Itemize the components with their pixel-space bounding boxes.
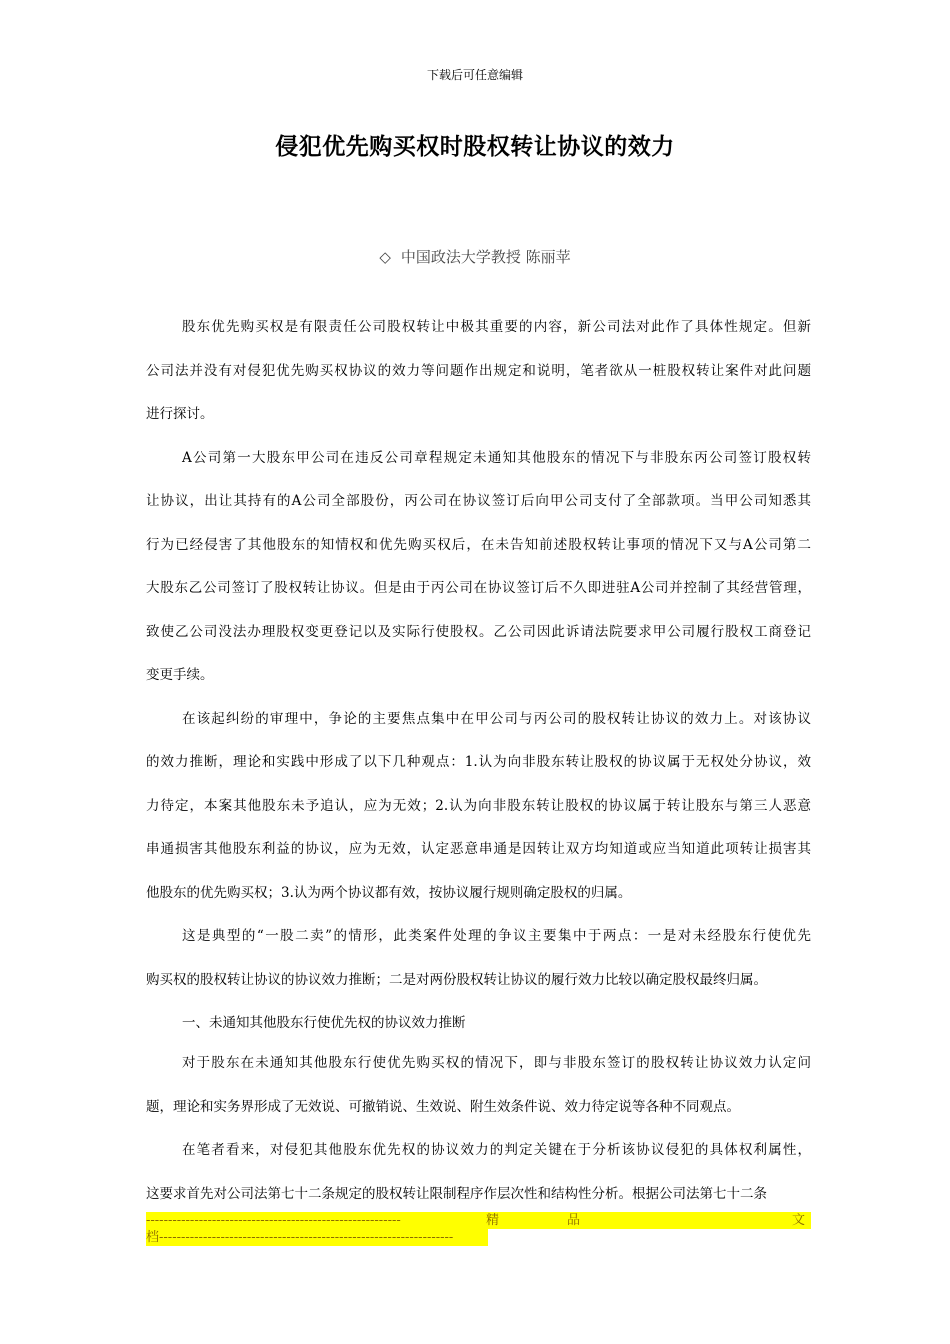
- text-line: A公司第一大股东甲公司在违反公司章程规定未通知其他股东的情况下与非股东丙公司签订股权转: [182, 449, 811, 466]
- footer-dashes: -------------------------------------------------------------------: [159, 1230, 454, 1245]
- footer-char: 文: [792, 1213, 806, 1228]
- paragraph: [146, 443, 811, 704]
- text-line: 致使乙公司没法办理股权变更登记以及实际行使股权。乙公司因此诉请法院要求甲公司履行股权工商登记: [146, 623, 811, 640]
- text-line: 在该起纠纷的审理中，争论的主要焦点集中在甲公司与丙公司的股权转让协议的效力上。对该协议: [182, 710, 811, 727]
- text-line: 在笔者看来，对侵犯其他股东优先权的协议效力的判定关键在于分析该协议侵犯的具体权利属性，: [182, 1142, 811, 1158]
- text-line: 的效力推断，理论和实践中形成了以下几种观点：1.认为向非股东转让股权的协议属于无权处分协议，效: [146, 754, 811, 770]
- page-header: 下载后可任意编辑: [426, 68, 523, 82]
- text-line: 这是典型的“一股二卖”的情形，此类案件处理的争议主要集中于两点：一是对未经股东行使优先: [182, 928, 811, 944]
- text-line: 串通损害其他股东利益的协议，应为无效，认定恶意串通是因转让双方均知道或应当知道此项转让损害其: [146, 841, 811, 857]
- text-line: 一、未通知其他股东行使优先权的协议效力推断: [182, 1015, 466, 1031]
- text-line: 力待定，本案其他股东未予追认，应为无效；2.认为向非股东转让股权的协议属于转让股东与第三人恶意: [146, 797, 811, 814]
- text-line: 大股东乙公司签订了股权转让协议。但是由于丙公司在协议签订后不久即进驻A公司并控制了其经营管理，: [146, 580, 811, 596]
- author-name: 中国政法大学教授 陈丽苹: [400, 248, 571, 266]
- text-line: 公司法并没有对侵犯优先购买权协议的效力等问题作出规定和说明，笔者欲从一桩股权转让案件对此问题: [146, 362, 811, 379]
- paragraph: [146, 921, 811, 1008]
- footer-banner-line2: [146, 1229, 488, 1246]
- text-line: 行为已经侵害了其他股东的知情权和优先购买权后，在未告知前述股权转让事项的情况下又与A公司第二: [146, 536, 811, 553]
- document-body: [146, 312, 811, 1222]
- paragraph: [146, 1048, 811, 1135]
- text-line: 这要求首先对公司法第七十二条规定的股权转让限制程序作层次性和结构性分析。根据公司法第七十二条: [146, 1185, 767, 1202]
- text-line: 对于股东在未通知其他股东行使优先购买权的情况下，即与非股东签订的股权转让协议效力认定问: [182, 1055, 811, 1071]
- paragraph: [146, 1135, 811, 1222]
- footer-banner: [146, 1212, 811, 1229]
- paragraph: [146, 312, 811, 443]
- text-line: 让协议，出让其持有的A公司全部股份，丙公司在协议签订后向甲公司支付了全部款项。当甲公司知悉其: [146, 493, 811, 509]
- footer-char: 精: [486, 1213, 500, 1228]
- text-line: 变更手续。: [146, 667, 214, 683]
- text-line: 股东优先购买权是有限责任公司股权转让中极其重要的内容，新公司法对此作了具体性规定。但新: [182, 319, 811, 335]
- document-title: 侵犯优先购买权时股权转让协议的效力: [275, 133, 675, 160]
- footer-char: 档: [146, 1230, 160, 1245]
- text-line: 进行探讨。: [146, 406, 214, 422]
- footer-char: 品: [567, 1213, 581, 1228]
- text-line: 购买权的股权转让协议的协议效力推断；二是对两份股权转让协议的履行效力比较以确定股权最终归属。: [146, 971, 767, 988]
- section-heading: [146, 1008, 811, 1048]
- footer-dashes: ----------------------------------------------------------: [146, 1213, 401, 1228]
- diamond-icon: ◇: [379, 248, 391, 266]
- author-line: [0, 246, 950, 267]
- page-footer: [146, 1212, 811, 1250]
- text-line: 他股东的优先购买权；3.认为两个协议都有效，按协议履行规则确定股权的归属。: [146, 884, 632, 901]
- paragraph: [146, 704, 811, 922]
- text-line: 题，理论和实务界形成了无效说、可撤销说、生效说、附生效条件说、效力待定说等各种不同观点。: [146, 1098, 740, 1115]
